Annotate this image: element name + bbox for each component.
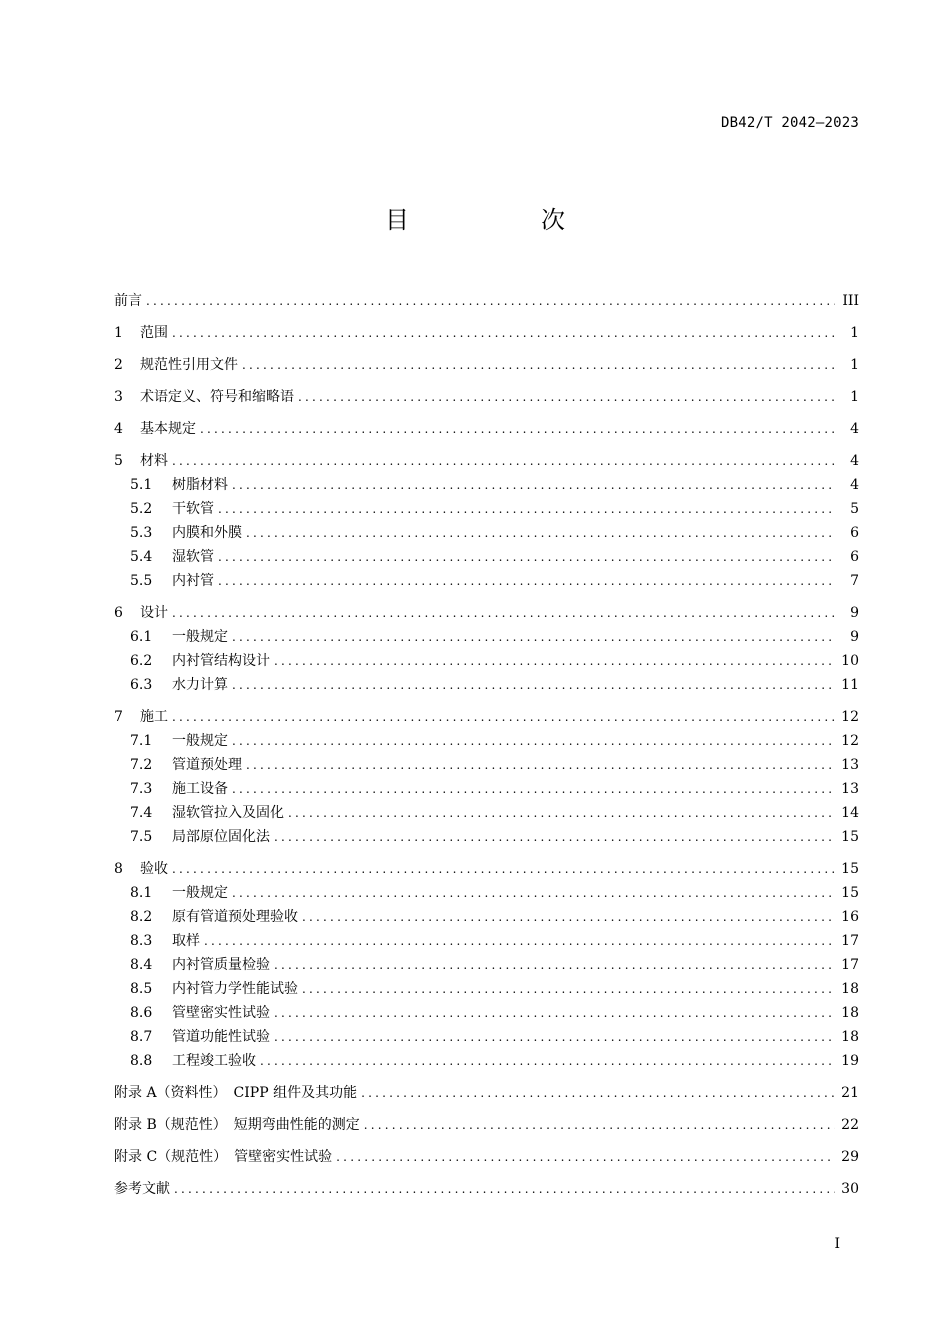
toc-dot-leader — [218, 497, 835, 521]
toc-entry[interactable] — [114, 777, 859, 801]
toc-entry-number: 7.3 — [130, 781, 153, 797]
toc-entry[interactable] — [114, 449, 859, 473]
toc-entry-page: 4 — [850, 421, 859, 437]
toc-entry-page: 21 — [841, 1085, 859, 1101]
toc-entry[interactable] — [114, 753, 859, 777]
toc-dot-leader — [361, 1081, 835, 1105]
toc-entry-label: 取样 — [172, 933, 200, 949]
toc-entry[interactable] — [114, 569, 859, 593]
toc-entry-number: 8.3 — [130, 933, 153, 949]
toc-entry-label: 湿软管 — [172, 549, 214, 565]
toc-dot-leader — [260, 1049, 835, 1073]
toc-entry[interactable] — [114, 673, 859, 697]
toc-entry-number: 8.5 — [130, 981, 153, 997]
toc-entry-number: 5.5 — [130, 573, 153, 589]
page-title: 目 次 — [385, 206, 619, 234]
toc-entry[interactable] — [114, 857, 859, 881]
toc-entry-label: 内衬管质量检验 — [172, 957, 270, 973]
toc-dot-leader — [172, 321, 835, 345]
toc-entry-page: 15 — [841, 861, 859, 877]
toc-entry-number: 8.4 — [130, 957, 153, 973]
toc-entry[interactable] — [114, 801, 859, 825]
toc-dot-leader — [174, 1177, 835, 1201]
toc-dot-leader — [232, 473, 835, 497]
toc-entry[interactable] — [114, 601, 859, 625]
toc-entry-page: 4 — [850, 453, 859, 469]
toc-entry[interactable] — [114, 625, 859, 649]
toc-dot-leader — [172, 601, 835, 625]
toc-dot-leader — [172, 705, 835, 729]
toc-dot-leader — [274, 1025, 835, 1049]
toc-dot-leader — [232, 729, 835, 753]
toc-entry-label: 管壁密实性试验 — [172, 1005, 270, 1021]
toc-entry-label: 一般规定 — [172, 733, 228, 749]
toc-entry-page: 6 — [850, 525, 859, 541]
toc-dot-leader — [274, 649, 835, 673]
toc-entry-label: 附录 A（资料性） CIPP 组件及其功能 — [114, 1085, 358, 1101]
toc-dot-leader — [336, 1145, 835, 1169]
toc-entry-label: 原有管道预处理验收 — [172, 909, 298, 925]
toc-entry-label: 局部原位固化法 — [172, 829, 270, 845]
toc-dot-leader — [232, 881, 835, 905]
toc-entry-page: 17 — [841, 957, 859, 973]
toc-dot-leader — [232, 777, 835, 801]
toc-dot-leader — [232, 625, 835, 649]
toc-entry-label: 内膜和外膜 — [172, 525, 242, 541]
toc-entry-label: 干软管 — [172, 501, 214, 517]
toc-entry-number: 6.2 — [130, 653, 153, 669]
toc-entry-label: 内衬管结构设计 — [172, 653, 270, 669]
toc-entry-page: 1 — [850, 389, 859, 405]
toc-entry-page: 18 — [841, 981, 859, 997]
toc-entry-number: 7.5 — [130, 829, 153, 845]
toc-entry-label: 管道预处理 — [172, 757, 242, 773]
toc-entry-page: 11 — [841, 677, 859, 693]
toc-entry-label: 施工设备 — [172, 781, 228, 797]
toc-entry-page: 10 — [841, 653, 859, 669]
toc-entry-number: 2 — [114, 357, 123, 373]
toc-dot-leader — [200, 417, 835, 441]
toc-entry-number: 8.1 — [130, 885, 153, 901]
toc-entry[interactable] — [114, 881, 859, 905]
toc-entry-page: 22 — [841, 1117, 859, 1133]
toc-entry-number: 6.3 — [130, 677, 153, 693]
toc-entry-page: 7 — [850, 573, 859, 589]
toc-dot-leader — [246, 521, 835, 545]
toc-entry[interactable] — [114, 473, 859, 497]
toc-entry-label: 工程竣工验收 — [172, 1053, 256, 1069]
toc-entry-page: 13 — [841, 757, 859, 773]
toc-entry-label: 参考文献 — [114, 1181, 170, 1197]
toc-entry-page: 17 — [841, 933, 859, 949]
toc-entry-label: 树脂材料 — [172, 477, 228, 493]
toc-entry-number: 1 — [114, 325, 123, 341]
toc-entry-label: 材料 — [140, 453, 168, 469]
toc-entry[interactable] — [114, 545, 859, 569]
toc-entry-page: 14 — [841, 805, 859, 821]
toc-entry[interactable] — [114, 497, 859, 521]
toc-entry-label: 范围 — [140, 325, 168, 341]
toc-entry-page: 30 — [841, 1181, 859, 1197]
toc-entry[interactable] — [114, 705, 859, 729]
toc-dot-leader — [288, 801, 835, 825]
toc-entry-label: 验收 — [140, 861, 168, 877]
toc-entry-page: 9 — [850, 629, 859, 645]
toc-entry-label: 设计 — [140, 605, 168, 621]
toc-entry-label: 基本规定 — [140, 421, 196, 437]
toc-dot-leader — [274, 953, 835, 977]
toc-entry[interactable] — [114, 385, 859, 409]
toc-entry[interactable] — [114, 649, 859, 673]
toc-dot-leader — [218, 569, 835, 593]
toc-entry-number: 4 — [114, 421, 123, 437]
toc-entry-number: 6.1 — [130, 629, 153, 645]
toc-entry-number: 5 — [114, 453, 123, 469]
toc-entry-page: 1 — [850, 325, 859, 341]
toc-entry-number: 6 — [114, 605, 123, 621]
toc-entry-label: 一般规定 — [172, 629, 228, 645]
toc-entry-label: 水力计算 — [172, 677, 228, 693]
toc-dot-leader — [232, 673, 835, 697]
toc-dot-leader — [242, 353, 835, 377]
toc-dot-leader — [172, 857, 835, 881]
table-of-contents — [114, 289, 859, 1201]
toc-entry-page: 9 — [850, 605, 859, 621]
toc-entry-page: III — [842, 293, 859, 309]
page-number: I — [834, 1236, 840, 1252]
toc-entry-page: 15 — [841, 885, 859, 901]
toc-dot-leader — [302, 977, 835, 1001]
toc-entry[interactable] — [114, 1001, 859, 1025]
toc-entry[interactable] — [114, 521, 859, 545]
toc-entry-label: 术语定义、符号和缩略语 — [140, 389, 294, 405]
toc-dot-leader — [274, 825, 835, 849]
toc-entry-label: 附录 C（规范性） 管壁密实性试验 — [114, 1149, 333, 1165]
toc-entry[interactable] — [114, 289, 859, 313]
toc-entry-page: 5 — [850, 501, 859, 517]
toc-dot-leader — [218, 545, 835, 569]
toc-entry-page: 19 — [841, 1053, 859, 1069]
toc-entry[interactable] — [114, 929, 859, 953]
toc-entry-page: 6 — [850, 549, 859, 565]
toc-entry-label: 规范性引用文件 — [140, 357, 238, 373]
toc-entry-number: 8 — [114, 861, 123, 877]
toc-dot-leader — [172, 449, 835, 473]
toc-entry-number: 8.8 — [130, 1053, 153, 1069]
toc-dot-leader — [274, 1001, 835, 1025]
toc-entry-page: 29 — [841, 1149, 859, 1165]
toc-entry-label: 一般规定 — [172, 885, 228, 901]
toc-entry-label: 内衬管 — [172, 573, 214, 589]
toc-entry[interactable] — [114, 353, 859, 377]
toc-entry-label: 内衬管力学性能试验 — [172, 981, 298, 997]
toc-dot-leader — [302, 905, 835, 929]
toc-entry-number: 8.6 — [130, 1005, 153, 1021]
toc-entry-number: 8.7 — [130, 1029, 153, 1045]
toc-entry[interactable] — [114, 1113, 859, 1137]
toc-entry-number: 7.4 — [130, 805, 153, 821]
toc-entry-page: 18 — [841, 1005, 859, 1021]
toc-entry-label: 施工 — [140, 709, 168, 725]
toc-entry[interactable] — [114, 1177, 859, 1201]
toc-entry-page: 13 — [841, 781, 859, 797]
toc-entry-number: 7 — [114, 709, 123, 725]
toc-entry-number: 5.1 — [130, 477, 153, 493]
toc-entry[interactable] — [114, 1025, 859, 1049]
toc-entry[interactable] — [114, 1145, 859, 1169]
toc-entry-page: 12 — [841, 709, 859, 725]
toc-dot-leader — [246, 753, 835, 777]
toc-entry-number: 5.2 — [130, 501, 153, 517]
toc-entry[interactable] — [114, 977, 859, 1001]
toc-entry-number: 3 — [114, 389, 123, 405]
toc-entry-page: 4 — [850, 477, 859, 493]
toc-entry-page: 15 — [841, 829, 859, 845]
toc-entry-label: 附录 B（规范性） 短期弯曲性能的测定 — [114, 1117, 360, 1133]
toc-entry[interactable] — [114, 1049, 859, 1073]
toc-entry[interactable] — [114, 1081, 859, 1105]
toc-entry-label: 管道功能性试验 — [172, 1029, 270, 1045]
document-code: DB42/T 2042—2023 — [720, 115, 859, 131]
toc-entry-number: 5.4 — [130, 549, 153, 565]
toc-dot-leader — [146, 289, 835, 313]
toc-entry[interactable] — [114, 953, 859, 977]
toc-entry-page: 12 — [841, 733, 859, 749]
toc-entry-number: 5.3 — [130, 525, 153, 541]
toc-entry-page: 16 — [841, 909, 859, 925]
toc-entry-page: 1 — [850, 357, 859, 373]
toc-entry-number: 7.1 — [130, 733, 153, 749]
toc-entry-page: 18 — [841, 1029, 859, 1045]
toc-entry-number: 7.2 — [130, 757, 153, 773]
toc-entry-number: 8.2 — [130, 909, 153, 925]
toc-dot-leader — [204, 929, 835, 953]
toc-entry-label: 前言 — [114, 293, 142, 309]
toc-dot-leader — [364, 1113, 835, 1137]
toc-entry[interactable] — [114, 321, 859, 345]
toc-entry[interactable] — [114, 729, 859, 753]
toc-dot-leader — [298, 385, 835, 409]
toc-entry-label: 湿软管拉入及固化 — [172, 805, 284, 821]
toc-entry[interactable] — [114, 825, 859, 849]
toc-entry[interactable] — [114, 905, 859, 929]
toc-entry[interactable] — [114, 417, 859, 441]
